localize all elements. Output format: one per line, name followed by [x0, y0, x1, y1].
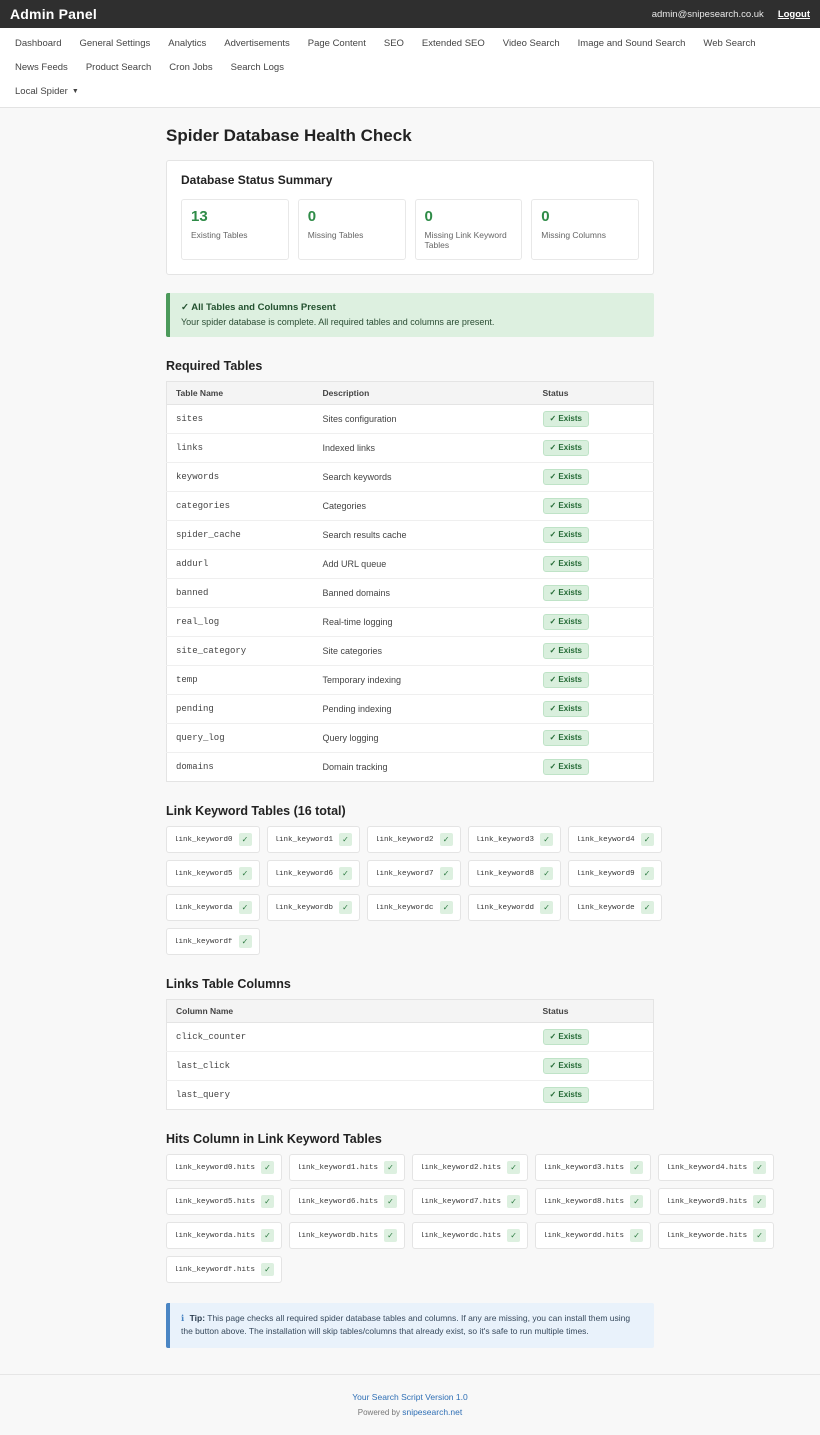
cell-description: Site categories	[314, 637, 534, 666]
table-chip-label: link_keyword2.hits	[420, 1163, 502, 1172]
nav-item[interactable]: News Feeds	[15, 62, 68, 73]
check-icon: ✓	[384, 1161, 397, 1174]
nav-item[interactable]: Video Search	[502, 38, 560, 49]
check-icon: ✓	[630, 1161, 643, 1174]
summary-stat-label: Missing Link Keyword Tables	[424, 230, 507, 250]
info-icon: ℹ	[181, 1313, 185, 1323]
nav-item[interactable]: Web Search	[703, 38, 756, 49]
cell-status	[534, 1052, 654, 1081]
link-keyword-tables-grid	[166, 826, 654, 955]
table-row	[167, 434, 654, 463]
cell-table-name: pending	[167, 695, 314, 724]
table-chip-label: link_keyworda	[174, 903, 233, 912]
table-chip-label: link_keyworde	[576, 903, 635, 912]
links-table-columns-heading: Links Table Columns	[166, 977, 291, 991]
table-row	[167, 1052, 654, 1081]
cell-description: Domain tracking	[322, 762, 388, 772]
table-chip	[468, 860, 562, 887]
status-badge: ✓ Exists	[543, 701, 590, 717]
check-icon: ✓	[339, 867, 352, 880]
table-row	[167, 608, 654, 637]
current-user-email: admin@snipesearch.co.uk	[651, 8, 764, 20]
status-badge: ✓ Exists	[543, 498, 590, 514]
content-container	[166, 126, 763, 1348]
summary-stat-value: 13	[191, 208, 208, 225]
cell-status	[534, 608, 654, 637]
table-chip	[267, 894, 361, 921]
check-icon: ✓	[440, 833, 453, 846]
nav-item[interactable]: Product Search	[85, 62, 152, 73]
nav-item[interactable]: Search Logs	[230, 62, 284, 73]
table-chip	[568, 860, 662, 887]
cell-table-name: categories	[167, 492, 314, 521]
nav-item[interactable]: Image and Sound Search	[577, 38, 686, 49]
status-badge: ✓ Exists	[543, 1029, 590, 1045]
cell-description: Search results cache	[314, 521, 534, 550]
table-chip-label: link_keyword4	[576, 835, 635, 844]
cell-description: Banned domains	[314, 579, 534, 608]
summary-stat-value: 0	[424, 208, 433, 225]
summary-stat	[298, 199, 406, 260]
cell-column-name: click_counter	[167, 1023, 534, 1052]
table-chip	[166, 1188, 282, 1215]
table-chip-label: link_keywordc	[375, 903, 434, 912]
table-chip-label: link_keyword0.hits	[174, 1163, 256, 1172]
cell-table-name: site_category	[167, 637, 314, 666]
nav-item[interactable]: Page Content	[307, 38, 366, 49]
table-row	[167, 1081, 654, 1110]
logout-link[interactable]: Logout	[777, 8, 810, 20]
required-tables-body	[167, 405, 654, 782]
table-chip	[289, 1154, 405, 1181]
status-badge: ✓ Exists	[543, 672, 590, 688]
check-icon: ✓	[507, 1229, 520, 1242]
table-chip	[568, 894, 662, 921]
cell-status	[534, 724, 654, 753]
status-badge: ✓ Exists	[543, 1058, 590, 1074]
check-icon: ✓	[181, 302, 189, 313]
check-icon: ✓	[507, 1195, 520, 1208]
table-chip-label: link_keyword3	[475, 835, 535, 844]
check-icon: ✓	[440, 901, 453, 914]
check-icon: ✓	[239, 935, 252, 948]
links-columns-body	[167, 1023, 654, 1110]
chevron-down-icon: ▼	[71, 88, 79, 95]
check-icon: ✓	[540, 867, 553, 880]
hits-columns-heading: Hits Column in Link Keyword Tables	[166, 1132, 382, 1146]
check-icon: ✓	[753, 1195, 766, 1208]
table-row	[167, 579, 654, 608]
cell-table-name: spider_cache	[167, 521, 314, 550]
cell-status	[534, 521, 654, 550]
table-chip	[166, 860, 260, 887]
status-badge: ✓ Exists	[543, 759, 590, 775]
cell-description: Categories	[314, 492, 534, 521]
cell-status	[534, 1081, 654, 1110]
table-chip	[367, 826, 461, 853]
status-alert-title	[181, 302, 642, 313]
tip-box	[166, 1303, 654, 1348]
column-header-status: Status	[534, 382, 654, 405]
nav-item-label: Local Spider	[15, 86, 68, 97]
status-badge: ✓ Exists	[543, 440, 590, 456]
nav-row-secondary	[6, 80, 814, 107]
page-title: Spider Database Health Check	[166, 126, 412, 145]
table-chip-label: link_keyword8	[475, 869, 535, 878]
column-header-table-name: Table Name	[167, 382, 314, 405]
summary-stat-label: Missing Columns	[541, 230, 606, 240]
check-icon: ✓	[630, 1229, 643, 1242]
table-chip	[658, 1188, 774, 1215]
table-chip-label: link_keyword1	[274, 835, 334, 844]
cell-table-name: sites	[167, 405, 314, 434]
footer-powered-by	[0, 1407, 820, 1417]
status-badge: ✓ Exists	[543, 1087, 590, 1103]
column-header-column-name: Column Name	[167, 1000, 534, 1023]
nav-item[interactable]: Dashboard	[15, 38, 62, 49]
table-chip	[166, 1222, 282, 1249]
cell-table-name: addurl	[167, 550, 314, 579]
table-row	[167, 695, 654, 724]
cell-table-name: keywords	[167, 463, 314, 492]
table-chip	[658, 1222, 774, 1249]
table-row	[167, 1023, 654, 1052]
table-chip	[289, 1188, 405, 1215]
table-row	[167, 492, 654, 521]
table-row	[167, 521, 654, 550]
table-row	[167, 463, 654, 492]
cell-description: Query logging	[314, 724, 534, 753]
table-row	[167, 666, 654, 695]
status-alert-text: Your spider database is complete. All required tables and columns are present.	[181, 317, 495, 327]
check-icon: ✓	[641, 867, 654, 880]
cell-status	[534, 405, 654, 434]
table-header-row	[167, 1000, 654, 1023]
footer-version-link[interactable]: Your Search Script Version 1.0	[352, 1391, 468, 1402]
table-chip	[267, 860, 361, 887]
status-badge: ✓ Exists	[543, 527, 590, 543]
summary-stat	[181, 199, 289, 260]
table-chip	[568, 826, 662, 853]
nav-item[interactable]: Advertisements	[224, 38, 290, 49]
cell-status	[534, 550, 654, 579]
table-row	[167, 753, 654, 782]
nav-item[interactable]: SEO	[383, 38, 404, 49]
cell-column-name: last_click	[167, 1052, 534, 1081]
cell-status	[534, 463, 654, 492]
cell-description: Add URL queue	[314, 550, 534, 579]
cell-status	[534, 579, 654, 608]
check-icon: ✓	[753, 1161, 766, 1174]
cell-description: Indexed links	[314, 434, 534, 463]
table-chip-label: link_keyword4.hits	[666, 1163, 748, 1172]
cell-column-name: last_query	[176, 1090, 231, 1100]
status-badge: ✓ Exists	[543, 614, 590, 630]
table-header-row	[167, 382, 654, 405]
table-chip-label: link_keywordc.hits	[420, 1231, 502, 1240]
table-chip-label: link_keyword6.hits	[297, 1197, 379, 1206]
cell-status	[534, 695, 654, 724]
check-icon: ✓	[440, 867, 453, 880]
check-icon: ✓	[507, 1161, 520, 1174]
check-icon: ✓	[753, 1229, 766, 1242]
check-icon: ✓	[384, 1229, 397, 1242]
summary-stat-grid	[181, 199, 639, 260]
table-chip	[412, 1188, 528, 1215]
status-badge: ✓ Exists	[543, 556, 590, 572]
check-icon: ✓	[641, 901, 654, 914]
check-icon: ✓	[540, 901, 553, 914]
check-icon: ✓	[339, 901, 352, 914]
table-chip-label: link_keyword9.hits	[666, 1197, 748, 1206]
table-row	[167, 637, 654, 666]
check-icon: ✓	[261, 1195, 274, 1208]
check-icon: ✓	[261, 1229, 274, 1242]
footer-powered-prefix: Powered by	[357, 1407, 403, 1417]
summary-stat	[531, 199, 639, 260]
cell-description: Sites configuration	[314, 405, 534, 434]
table-chip	[166, 928, 260, 955]
table-chip-label: link_keyword9	[576, 869, 635, 878]
check-icon: ✓	[239, 833, 252, 846]
cell-table-name: temp	[167, 666, 314, 695]
table-chip	[535, 1222, 651, 1249]
table-chip	[535, 1154, 651, 1181]
cell-status	[534, 1023, 654, 1052]
check-icon: ✓	[641, 833, 654, 846]
table-chip	[166, 894, 260, 921]
cell-description: Real-time logging	[314, 608, 534, 637]
check-icon: ✓	[239, 901, 252, 914]
table-chip	[267, 826, 361, 853]
app-title: Admin Panel	[10, 6, 97, 22]
required-tables-heading: Required Tables	[166, 359, 263, 373]
check-icon: ✓	[261, 1263, 274, 1276]
table-chip-label: link_keyword0	[174, 835, 233, 844]
hits-columns-grid	[166, 1154, 763, 1283]
cell-status	[534, 666, 654, 695]
table-chip-label: link_keywordb	[274, 903, 334, 912]
cell-status	[534, 492, 654, 521]
database-status-summary-card	[166, 160, 654, 275]
nav-item[interactable]: Analytics	[168, 38, 207, 49]
status-badge: ✓ Exists	[543, 730, 590, 746]
table-row	[167, 405, 654, 434]
check-icon: ✓	[261, 1161, 274, 1174]
status-badge: ✓ Exists	[543, 469, 590, 485]
main-navigation	[0, 28, 820, 108]
table-chip-label: link_keywordd.hits	[543, 1231, 625, 1240]
tip-label: Tip:	[189, 1313, 206, 1323]
top-bar-right	[652, 9, 810, 20]
cell-table-name: domains	[176, 762, 214, 772]
table-chip	[166, 1256, 282, 1283]
table-chip-label: link_keyword7	[375, 869, 434, 878]
table-chip-label: link_keyworde.hits	[666, 1231, 748, 1240]
cell-table-name: query_log	[167, 724, 314, 753]
table-chip-label: link_keyword3.hits	[543, 1163, 625, 1172]
status-alert	[166, 293, 654, 337]
column-header-status: Status	[534, 1000, 654, 1023]
table-chip-label: link_keyword8.hits	[543, 1197, 625, 1206]
cell-status	[534, 434, 654, 463]
summary-stat-value: 0	[541, 208, 550, 225]
nav-item[interactable]: General Settings	[79, 38, 151, 49]
summary-card-title: Database Status Summary	[181, 173, 333, 187]
table-chip-label: link_keywordd	[475, 903, 535, 912]
top-bar	[0, 0, 820, 28]
check-icon: ✓	[239, 867, 252, 880]
cell-status	[534, 637, 654, 666]
status-alert-title-text: All Tables and Columns Present	[191, 302, 336, 313]
table-chip-label: link_keywordf	[174, 937, 233, 946]
table-chip-label: link_keyword6	[274, 869, 334, 878]
table-chip-label: link_keyworda.hits	[174, 1231, 256, 1240]
cell-description: Pending indexing	[314, 695, 534, 724]
page-footer	[0, 1374, 820, 1435]
page-body	[0, 108, 820, 1435]
table-chip	[289, 1222, 405, 1249]
table-chip-label: link_keyword7.hits	[420, 1197, 502, 1206]
check-icon: ✓	[540, 833, 553, 846]
summary-stat	[415, 199, 523, 260]
nav-item[interactable]: Extended SEO	[421, 38, 485, 49]
cell-table-name: links	[167, 434, 314, 463]
cell-description: Search keywords	[314, 463, 534, 492]
table-chip	[166, 1154, 282, 1181]
cell-description: Temporary indexing	[314, 666, 534, 695]
table-chip	[412, 1222, 528, 1249]
table-chip-label: link_keyword5	[174, 869, 233, 878]
table-chip	[412, 1154, 528, 1181]
footer-powered-link[interactable]: snipesearch.net	[402, 1406, 463, 1417]
tip-text: This page checks all required spider database tables and columns. If any are missing, you can install them using the button above. The installation will skip tables/columns that already exist, so it's safe to run multiple times.	[181, 1313, 631, 1336]
table-chip	[658, 1154, 774, 1181]
cell-table-name: real_log	[167, 608, 314, 637]
table-chip	[367, 894, 461, 921]
check-icon: ✓	[630, 1195, 643, 1208]
status-badge: ✓ Exists	[543, 411, 590, 427]
links-table-columns-table	[166, 999, 654, 1110]
table-chip-label: link_keyword1.hits	[297, 1163, 379, 1172]
table-chip	[535, 1188, 651, 1215]
summary-stat-label: Missing Tables	[307, 230, 364, 240]
table-chip-label: link_keyword2	[375, 835, 434, 844]
table-chip-label: link_keywordf.hits	[174, 1265, 256, 1274]
summary-stat-value: 0	[307, 208, 317, 225]
nav-item[interactable]: Cron Jobs	[169, 62, 213, 73]
nav-item-dropdown[interactable]	[6, 80, 88, 104]
check-icon: ✓	[384, 1195, 397, 1208]
table-chip-label: link_keyword5.hits	[174, 1197, 256, 1206]
status-badge: ✓ Exists	[543, 643, 590, 659]
table-row	[167, 724, 654, 753]
table-chip-label: link_keywordb.hits	[297, 1231, 379, 1240]
table-row	[167, 550, 654, 579]
table-chip	[166, 826, 260, 853]
nav-row-primary	[6, 32, 814, 80]
column-header-description: Description	[314, 382, 534, 405]
link-keyword-tables-heading: Link Keyword Tables (16 total)	[166, 804, 346, 818]
status-badge: ✓ Exists	[543, 585, 590, 601]
table-chip	[367, 860, 461, 887]
check-icon: ✓	[339, 833, 352, 846]
table-chip	[468, 826, 562, 853]
cell-table-name: banned	[167, 579, 314, 608]
table-chip	[468, 894, 562, 921]
required-tables-table	[166, 381, 654, 782]
summary-stat-label: Existing Tables	[191, 230, 248, 240]
cell-status	[534, 753, 654, 782]
